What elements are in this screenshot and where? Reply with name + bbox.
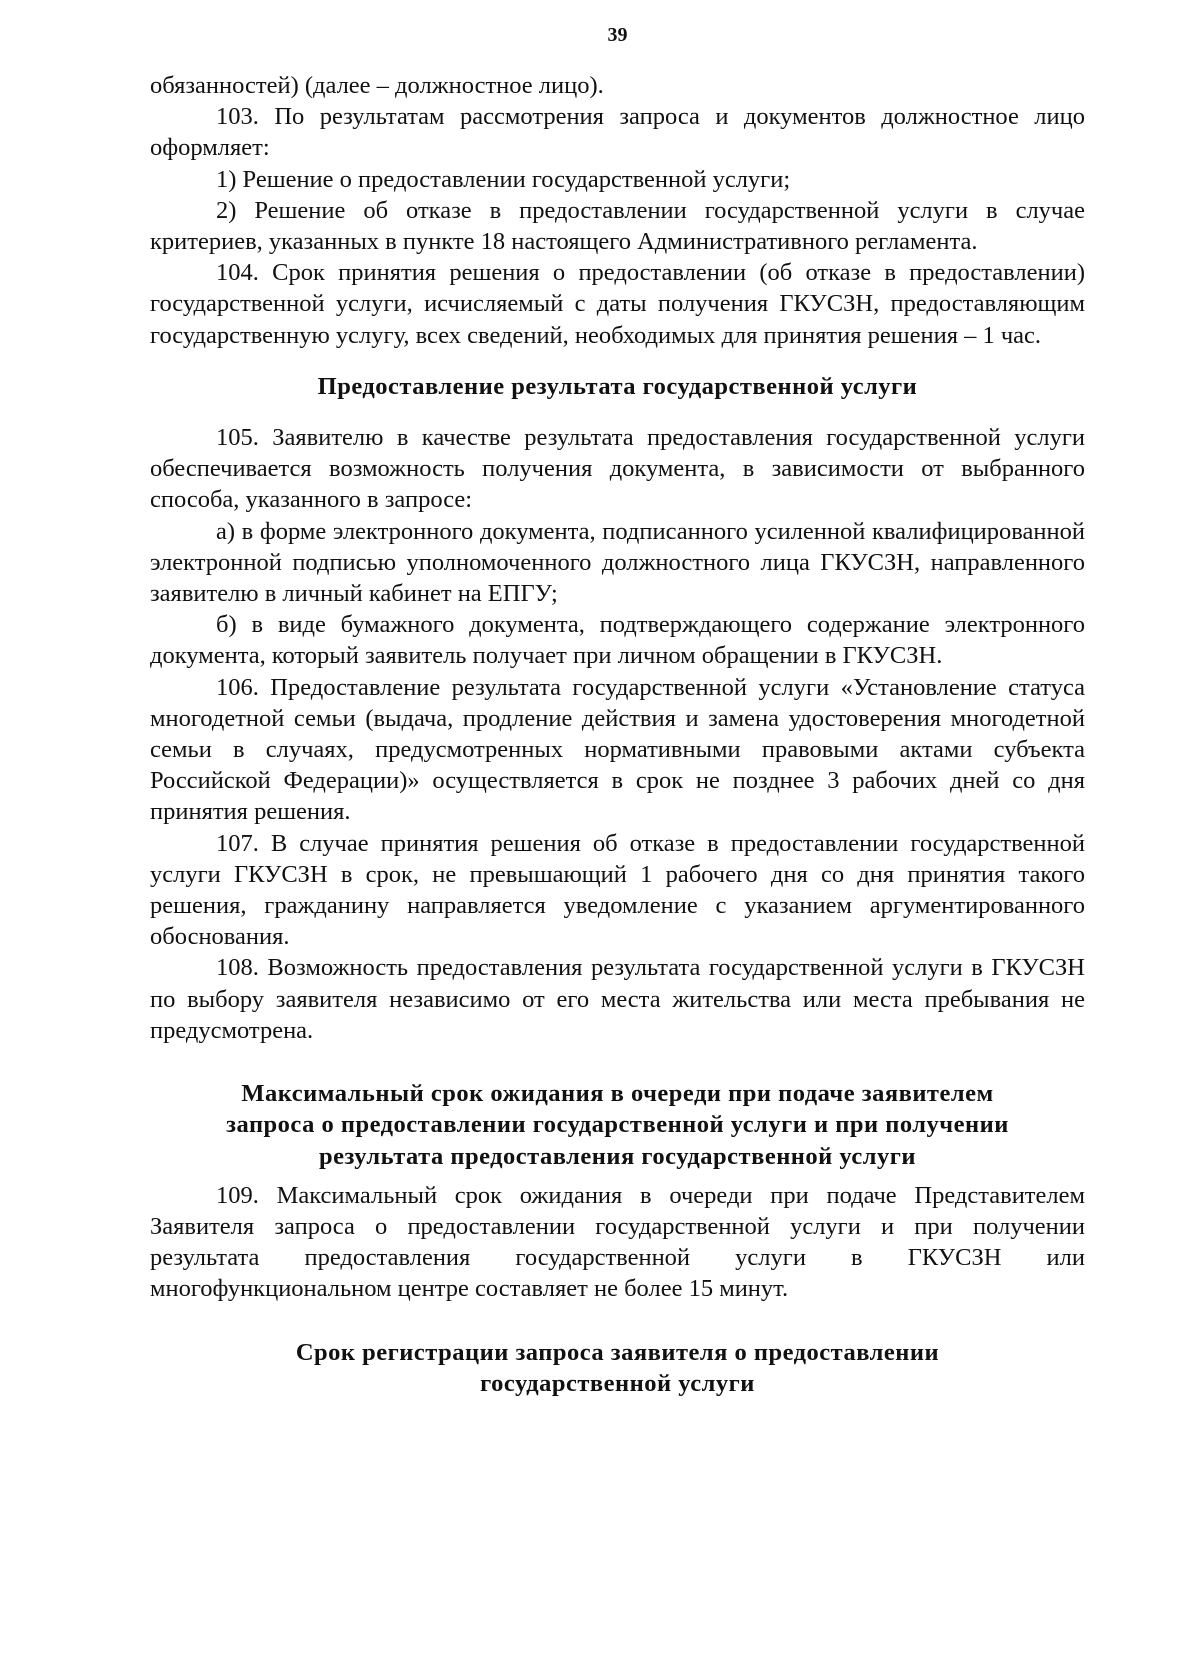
page-number: 39 — [607, 24, 628, 46]
paragraph-103-item-1: 1) Решение о предоставлении государственной услуги; — [216, 165, 791, 193]
paragraph-107: 107. В случае принятия решения об отказе в предоставлении государственной услуги ГКУСЗН в срок, не превышающий 1 рабочего дня со дня принятия такого решения, гражданину направляется уведомление с указанием аргументированного обоснования. — [150, 829, 1085, 951]
section-heading-line: результата предоставления государственной услуги — [318, 1142, 917, 1170]
paragraph-104: 104. Срок принятия решения о предоставлении (об отказе в предоставлении) государственной услуги, исчисляемый с даты получения ГКУСЗН, предоставляющим государственную услугу, всех сведений, необходимых для принятия решения – 1 час. — [150, 259, 1085, 349]
document-page — [150, 22, 1085, 1399]
paragraph-105-item-a: а) в форме электронного документа, подписанного усиленной квалифицированной электронной подписью уполномоченного должностного лица ГКУСЗН, направленного заявителю в личный кабинет на ЕПГУ; — [150, 517, 1085, 608]
section-heading-result — [150, 371, 1085, 402]
paragraph-108: 108. Возможность предоставления результата государственной услуги в ГКУСЗН по выбору заявителя независимо от его места жительства или места пребывания не предусмотрена. — [150, 954, 1085, 1044]
section-heading-line: Срок регистрации запроса заявителя о предоставлении — [295, 1338, 940, 1366]
section-heading-line: Предоставление результата государственной услуги — [317, 372, 918, 400]
section-heading-line: государственной услуги — [480, 1369, 755, 1397]
section-heading-registration-time — [150, 1337, 1085, 1399]
paragraph-109: 109. Максимальный срок ожидания в очереди при подаче Представителем Заявителя запроса о предоставлении государственной услуги и при получении результата предоставления государственной услуги в ГКУСЗН или многофункциональном центре составляет не более 15 минут. — [150, 1181, 1085, 1303]
paragraph-106: 106. Предоставление результата государственной услуги «Установление статуса многодетной семьи (выдача, продление действия и замена удостоверения многодетной семьи в случаях, предусмотренных нормативными правовыми актами субъекта Российской Федерации)» осуществляется в срок не позднее 3 рабочих дней со дня принятия решения. — [150, 673, 1085, 826]
section-heading-line: Максимальный срок ожидания в очереди при подаче заявителем — [241, 1080, 994, 1108]
paragraph-105: 105. Заявителю в качестве результата предоставления государственной услуги обеспечивается возможность получения документа, в зависимости от выбранного способа, указанного в запросе: — [150, 424, 1085, 514]
paragraph-103: 103. По результатам рассмотрения запроса и документов должностное лицо оформляет: — [150, 103, 1085, 162]
section-heading-queue-time — [150, 1078, 1085, 1172]
paragraph-103-item-2: 2) Решение об отказе в предоставлении государственной услуги в случае критериев, указанных в пункте 18 настоящего Административного регламента. — [150, 196, 1085, 256]
paragraph-105-item-b: б) в виде бумажного документа, подтверждающего содержание электронного документа, который заявитель получает при личном обращении в ГКУСЗН. — [150, 611, 1085, 670]
intro-line: обязанностей) (далее – должностное лицо). — [150, 72, 604, 99]
section-heading-line: запроса о предоставлении государственной услуги и при получении — [226, 1111, 1009, 1139]
